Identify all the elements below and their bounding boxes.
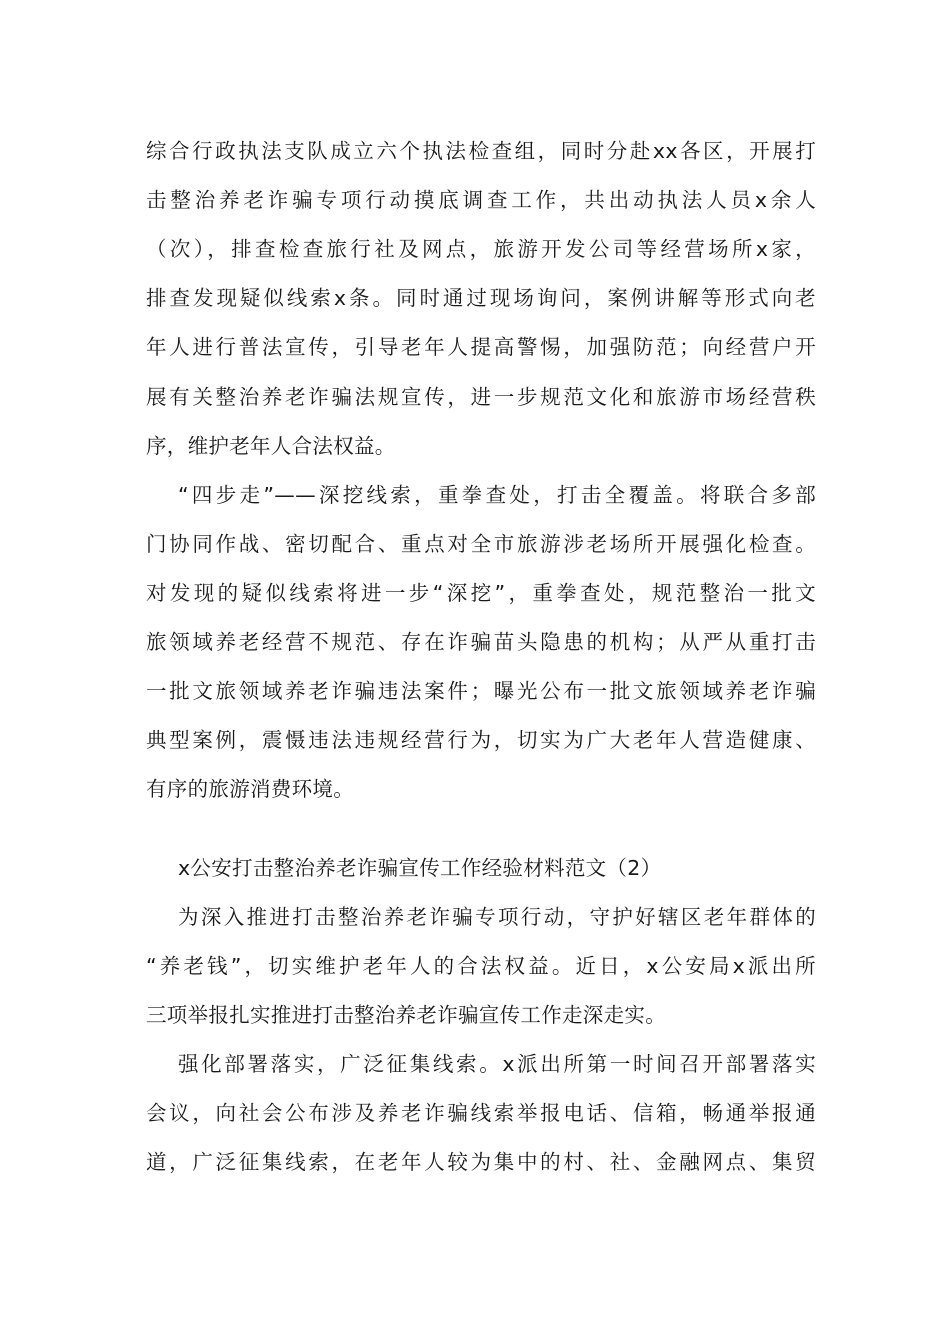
paragraph-line: 会议，向社会公布涉及养老诈骗线索举报电话、信箱，畅通举报通	[146, 1101, 816, 1125]
paragraph-line: 一批文旅领域养老诈骗违法案件；曝光公布一批文旅领域养老诈骗	[146, 679, 816, 703]
paragraph-line: 对发现的疑似线索将进一步“深挖”，重拳查处，规范整治一批文	[146, 581, 816, 605]
paragraph-line: 门协同作战、密切配合、重点对全市旅游涉老场所开展强化检查。	[146, 532, 816, 556]
paragraph-line: 为深入推进打击整治养老诈骗专项行动，守护好辖区老年群体的	[178, 905, 816, 929]
paragraph-line: “养老钱”，切实维护老年人的合法权益。近日，x公安局x派出所	[146, 954, 816, 978]
section-title: x公安打击整治养老诈骗宣传工作经验材料范文（2）	[178, 856, 662, 880]
paragraph-line: 道，广泛征集线索，在老年人较为集中的村、社、金融网点、集贸	[146, 1150, 816, 1174]
paragraph-line: （次），排查检查旅行社及网点，旅游开发公司等经营场所x家，	[146, 237, 816, 261]
paragraph-line: 旅领域养老经营不规范、存在诈骗苗头隐患的机构；从严从重打击	[146, 630, 816, 654]
paragraph-line: 年人进行普法宣传，引导老年人提高警惕，加强防范；向经营户开	[146, 335, 816, 359]
paragraph-line: 排查发现疑似线索x条。同时通过现场询问，案例讲解等形式向老	[146, 286, 816, 310]
paragraph-line: 强化部署落实，广泛征集线索。x派出所第一时间召开部署落实	[178, 1052, 816, 1076]
paragraph-line: “四步走”——深挖线索，重拳查处，打击全覆盖。将联合多部	[178, 483, 816, 507]
paragraph-line: 三项举报扎实推进打击整治养老诈骗宣传工作走深走实。	[146, 1003, 666, 1027]
paragraph-line: 击整治养老诈骗专项行动摸底调查工作，共出动执法人员x余人	[146, 188, 816, 212]
paragraph-line: 序，维护老年人合法权益。	[146, 434, 396, 458]
paragraph-line: 综合行政执法支队成立六个执法检查组，同时分赴xx各区，开展打	[146, 139, 816, 163]
paragraph-line: 展有关整治养老诈骗法规宣传，进一步规范文化和旅游市场经营秩	[146, 385, 816, 409]
paragraph-line: 有序的旅游消费环境。	[146, 777, 354, 801]
paragraph-line: 典型案例，震慑违法违规经营行为，切实为广大老年人营造健康、	[146, 728, 816, 752]
